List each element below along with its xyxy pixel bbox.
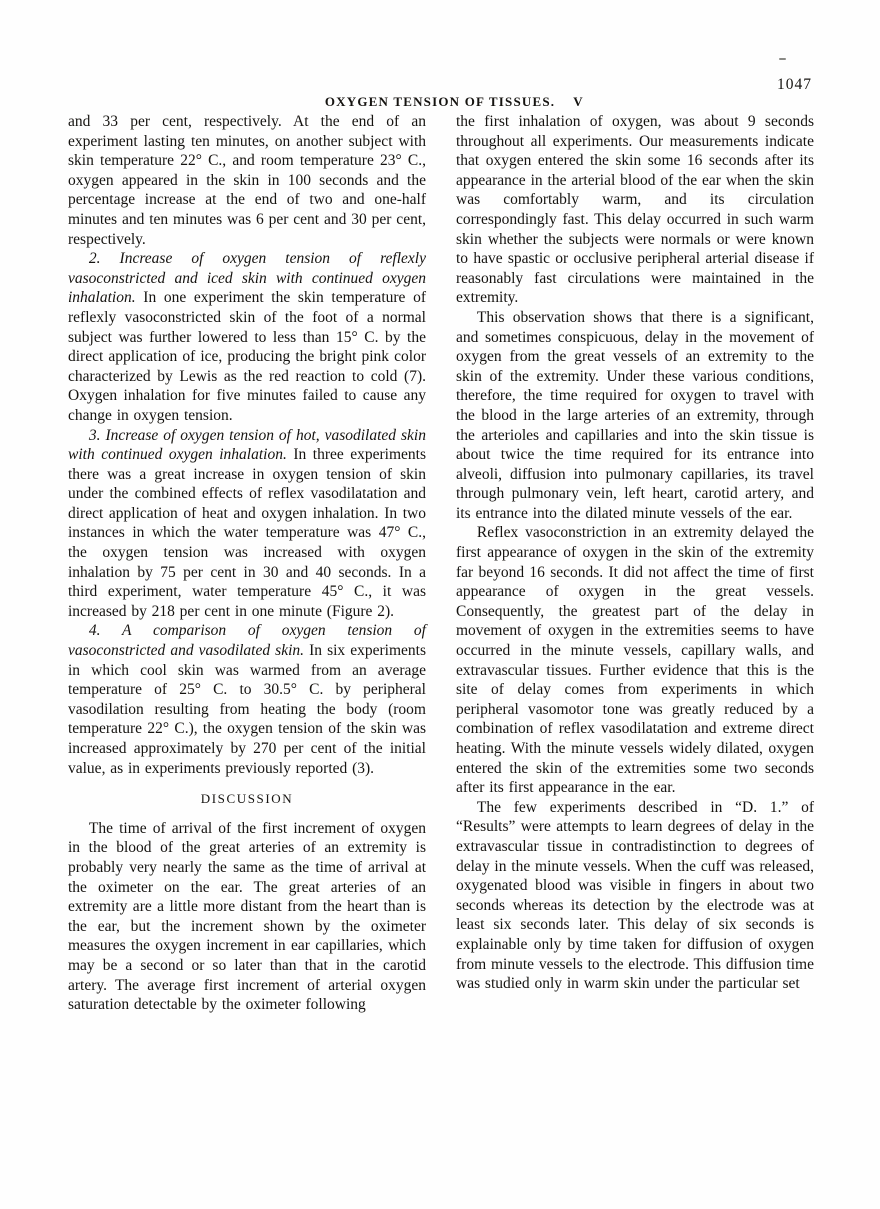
paragraph: [68, 426, 426, 622]
running-head-volume: V: [573, 94, 584, 109]
paragraph-text: The few experiments described in “D. 1.” of “Results” were attempts to learn degrees of delay in the extravascular tissue in contradistinction to degrees of delay in the minute vessels. When the cuff was released, oxygenated blood was visible in fingers in about two seconds whereas its detection by the electrode was at least six seconds later. This delay of six seconds is explainable only by time taken for diffusion of oxygen from minute vessels to the electrode. This diffusion time was studied only in warm skin under the particular set: [456, 798, 814, 993]
column-right: [456, 112, 814, 1015]
paragraph-text: Reflex vasoconstriction in an extremity delayed the first appearance of oxygen in the skin of the extremity far beyond 16 seconds. It did not affect the time of first appearance of oxygen in the great vessels. Consequently, the greatest part of the delay in movement of oxygen in the extremities seems to have occurred in the minute vessels, capillary walls, and extravascular tissues. Further evidence that this is the site of delay comes from experiments in which peripheral vasomotor tone was greatly reduced by a combination of reflex vasodilatation and extreme direct heating. With the minute vessels widely dilated, oxygen entered the skin of the extremities some two seconds after its first appearance in the ear.: [456, 524, 814, 797]
running-head-title: OXYGEN TENSION OF TISSUES.: [324, 94, 556, 109]
paragraph: [456, 308, 814, 524]
paragraph-text: the first inhalation of oxygen, was about 9 seconds throughout all experiments. Our measurements indicate that oxygen entered the skin some 16 seconds after its appearance in the arterial blood of the ear when the skin was comfortably warm, and its circulation correspondingly fast. This delay occurred in such warm skin whether the subjects were normals or were known to have spastic or occlusive peripheral arterial disease if reasonably fast circulations were maintained in the extremity.: [456, 113, 814, 307]
paragraph-text: and 33 per cent, respectively. At the end of an experiment lasting ten minutes, on another subject with skin temperature 22° C., and room temperature 23° C., oxygen appeared in the skin in 100 seconds and the percentage increase at the end of two and one-half minutes and ten minutes was 6 per cent and 30 per cent, respectively.: [68, 113, 426, 248]
paragraph: [68, 621, 426, 778]
paragraph-lead-italic: 4. A comparison of oxygen tension of vasoconstricted and vasodilated skin.: [68, 622, 426, 660]
scan-artifact-mark: [779, 58, 786, 60]
paragraph-text: The time of arrival of the first increment of oxygen in the blood of the great arteries of an extremity is probably very nearly the same as the time of arrival at the oximeter on the ear. The great arteries of an extremity are a little more distant from the heart than is the ear, but the increment shown by the oximeter measures the oxygen increment in ear capillaries, which may be a second or so later than that in the carotid artery. The average first increment of arterial oxygen saturation detectable by the oximeter following: [68, 819, 426, 1014]
page-header: [68, 76, 814, 109]
section-heading-discussion: DISCUSSION: [200, 791, 294, 807]
paragraph-lead-italic: 3. Increase of oxygen tension of hot, vasodilated skin with continued oxygen inhalation.: [68, 426, 426, 464]
two-column-body: [68, 112, 814, 1015]
paragraph-text: This observation shows that there is a significant, and sometimes conspicuous, delay in the movement of oxygen from the great vessels of an extremity to the skin of the extremity. Under these various conditions, therefore, the time required for oxygen to travel with the blood in the large arteries of an extremity, through the arterioles and capillaries and into the skin tissue is about twice the time required for its entrance into alveoli, diffusion into pulmonary capillaries, its travel through pulmonary vein, left heart, carotid artery, and its entrance into the dilated minute vessels of the ear.: [456, 308, 814, 522]
running-head: [68, 78, 814, 126]
paragraph-text: In one experiment the skin temperature of reflexly vasoconstricted skin of the foot of a normal subject was further lowered to less than 15° C. by the direct application of ice, producing the bright pink color characterized by Lewis as the red reaction to cold (7). Oxygen inhalation for five minutes failed to cause any change in oxygen tension.: [68, 289, 426, 424]
paragraph: [456, 523, 814, 797]
paragraph-text: In three experiments there was a great increase in oxygen tension of skin under the combined effects of reflex vasodilatation and direct application of heat and oxygen inhalation. In two instances in which the water temperature was 47° C., the oxygen tension was increased with oxygen inhalation by 75 per cent in 30 and 40 seconds. In a third experiment, water temperature 45° C., it was increased by 218 per cent in one minute (Figure 2).: [68, 446, 426, 620]
column-left: [68, 112, 426, 1015]
paragraph-text: In six experiments in which cool skin was warmed from an average temperature of 25° C. to 30.5° C. by peripheral vasodilation resulting from heating the body (room temperature 22° C.), the oxygen tension of the skin was increased approximately by 270 per cent of the initial value, as in experiments previously reported (3).: [68, 642, 426, 777]
page-number: 1047: [777, 76, 812, 93]
paragraph: [68, 249, 426, 425]
paragraph: [456, 112, 814, 308]
paragraph: [68, 112, 426, 249]
paragraph: [456, 798, 814, 994]
paragraph: [68, 819, 426, 1015]
paragraph-lead-italic: 2. Increase of oxygen tension of reflexly vasoconstricted and iced skin with continued oxygen inhalation.: [68, 250, 426, 307]
